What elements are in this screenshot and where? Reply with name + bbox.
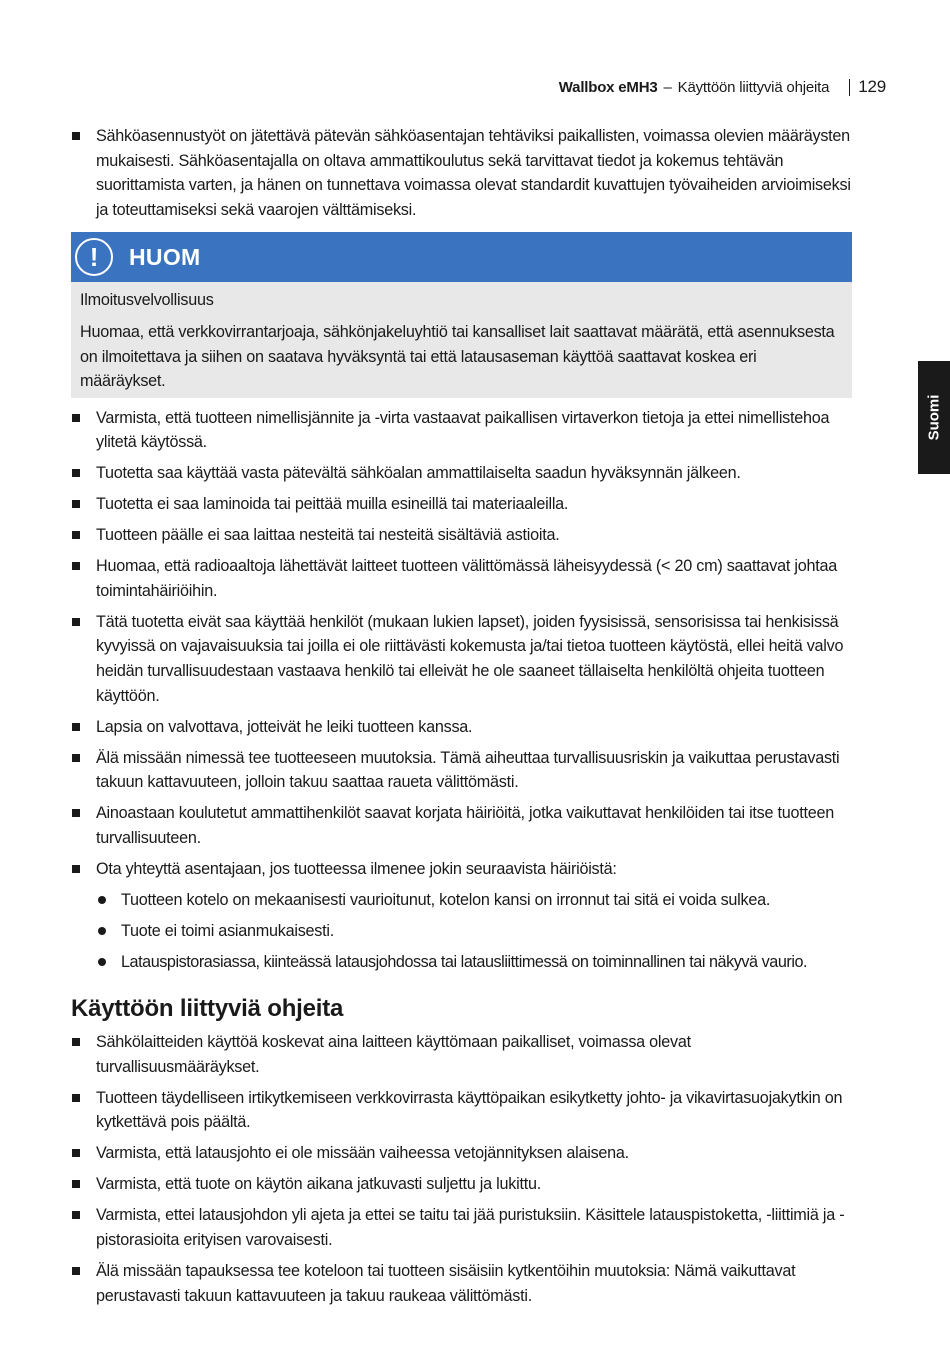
exclamation-icon: ! bbox=[75, 238, 113, 276]
list-item: Varmista, että tuote on käytön aikana jatkuvasti suljettu ja lukittu. bbox=[71, 1172, 854, 1197]
header-section: Käyttöön liittyviä ohjeita bbox=[677, 79, 830, 96]
list-item: Varmista, että latausjohto ei ole missään vaiheessa vetojännityksen alaisena. bbox=[71, 1141, 854, 1166]
notice-body bbox=[71, 282, 852, 397]
header-dash: – bbox=[663, 79, 672, 96]
language-tab-label: Suomi bbox=[925, 394, 943, 441]
list-item: Tuotetta ei saa laminoida tai peittää muilla esineillä tai materiaaleilla. bbox=[71, 492, 854, 517]
list-item: Ota yhteyttä asentajaan, jos tuotteessa ilmenee jokin seuraavista häiriöistä: bbox=[71, 857, 854, 882]
sub-list-item: Tuote ei toimi asianmukaisesti. bbox=[96, 919, 854, 944]
list-item: Varmista, ettei latausjohdon yli ajeta ja ettei se taitu tai jää puristuksiin. Käsittele latauspistoketta, -liittimiä ja -pistorasioita erityisen varovaisesti. bbox=[71, 1203, 854, 1252]
list-item: Sähkölaitteiden käyttöä koskevat aina laitteen käyttömaan paikalliset, voimassa olevat turvallisuusmääräykset. bbox=[71, 1030, 854, 1079]
safety-list bbox=[71, 406, 854, 882]
list-item: Tuotteen päälle ei saa laittaa nesteitä tai nesteitä sisältäviä astioita. bbox=[71, 523, 854, 548]
page-number: 129 bbox=[858, 77, 886, 96]
fault-list bbox=[96, 888, 854, 975]
list-item: Ainoastaan koulutetut ammattihenkilöt saavat korjata häiriöitä, jotka vaikuttavat henkilöiden tai itse tuotteen turvallisuuteen. bbox=[71, 801, 854, 850]
usage-list bbox=[71, 1030, 854, 1308]
list-item: Tuotteen täydelliseen irtikytkemiseen verkkovirrasta käyttöpaikan esikytketty johto- ja vikavirtasuojakytkin on kytkettävä pois päältä. bbox=[71, 1086, 854, 1135]
section-title: Käyttöön liittyviä ohjeita bbox=[71, 995, 344, 1023]
page-content bbox=[71, 124, 854, 1315]
notice-text: Huomaa, että verkkovirrantarjoaja, sähkönjakeluyhtiö tai kansalliset lait saattavat määrätä, että asennuksesta on ilmoitettava ja siihen on saatava hyväksyntä tai että latausaseman käyttöä saattavat koskea eri määräykset. bbox=[80, 322, 835, 391]
notice-header bbox=[71, 232, 852, 282]
list-item: Älä missään tapauksessa tee koteloon tai tuotteen sisäisiin kytkentöihin muutoksia: Nämä vaikuttavat perustavasti takuun kattavuuteen ja takuu raukeaa välittömästi. bbox=[71, 1259, 854, 1308]
notice-title: HUOM bbox=[129, 244, 201, 271]
list-item: Älä missään nimessä tee tuotteeseen muutoksia. Tämä aiheuttaa turvallisuusriskin ja vaikuttaa perustavasti takuun kattavuuteen, jolloin takuu saattaa raueta välittömästi. bbox=[71, 746, 854, 795]
header-divider bbox=[849, 79, 850, 96]
intro-list bbox=[71, 124, 854, 222]
notice-subtitle: Ilmoitusvelvollisuus bbox=[80, 291, 214, 310]
list-item: Tätä tuotetta eivät saa käyttää henkilöt (mukaan lukien lapset), joiden fyysisissä, sensorisissa tai henkisissä kyvyissä on vajavaisuuksia tai joilla ei ole riittävästi kokemusta ja/tai tietoa tuotteen käytöstä, ellei heitä valvo heidän turvallisuudestaan vastaava henkilö tai elleivät he ole saaneet tällaiselta henkilöltä ohjeita tuotteen käyttöön. bbox=[71, 610, 854, 708]
list-item: Tuotetta saa käyttää vasta pätevältä sähköalan ammattilaiselta saadun hyväksynnän jälkeen. bbox=[71, 461, 854, 486]
list-item: Varmista, että tuotteen nimellisjännite ja -virta vastaavat paikallisen virtaverkon tietoja ja ettei nimellistehoa ylitetä käytössä. bbox=[71, 406, 854, 455]
sub-list-item: Tuotteen kotelo on mekaanisesti vaurioitunut, kotelon kansi on irronnut tai sitä ei voida sulkea. bbox=[96, 888, 854, 913]
page-header bbox=[559, 77, 886, 97]
list-item: Lapsia on valvottava, jotteivät he leiki tuotteen kanssa. bbox=[71, 715, 854, 740]
list-item: Sähköasennustyöt on jätettävä pätevän sähköasentajan tehtäviksi paikallisten, voimassa olevien määräysten mukaisesti. Sähköasentajalla on oltava ammattikoulutus sekä tarvittavat tiedot ja kokemus tehtävän suorittamista varten, ja hänen on tunnettava voimassa olevat standardit kuvattujen työvaiheiden arvioimiseksi ja toteuttamiseksi sekä vaarojen välttämiseksi. bbox=[71, 124, 854, 222]
notice-box bbox=[71, 232, 852, 397]
sub-list-item: Latauspistorasiassa, kiinteässä latausjohdossa tai latausliittimessä on toiminnallinen tai näkyvä vaurio. bbox=[96, 950, 854, 975]
list-item: Huomaa, että radioaaltoja lähettävät laitteet tuotteen välittömässä läheisyydessä (< 20 cm) saattavat johtaa toimintahäiriöihin. bbox=[71, 554, 854, 603]
header-product: Wallbox eMH3 bbox=[558, 79, 658, 96]
language-tab bbox=[918, 361, 950, 474]
